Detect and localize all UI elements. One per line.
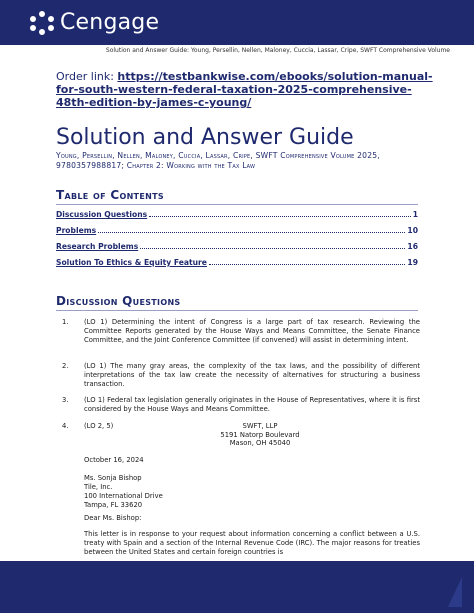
recipient-name: Ms. Sonja Bishop — [84, 474, 142, 482]
question-text: (LO 1) The many gray areas, the complexity of the tax laws, and the possibility of different interpretations of the tax law create the necessity of alternatives for structuring a business transaction. — [84, 362, 420, 388]
question-number: 4. — [62, 422, 69, 430]
toc-label: Solution To Ethics & Equity Feature — [56, 258, 207, 267]
footer-accent — [448, 577, 462, 607]
recipient-address — [84, 474, 163, 510]
toc-leader — [149, 216, 411, 217]
firm-name: SWFT, LLP — [242, 422, 278, 430]
question-2 — [62, 362, 420, 389]
toc-page: 10 — [407, 226, 418, 235]
question-text: (LO 1) Determining the intent of Congress is a large part of tax research. Reviewing the Committee Reports generated by the House Ways and Means Committee, the Senate Finance Committee, and the Joint Conference Committee (if convened) will assist in determining intent. — [84, 318, 420, 344]
toc-page: 1 — [412, 210, 418, 219]
order-line — [56, 70, 436, 109]
document-title: Solution and Answer Guide — [56, 125, 354, 150]
question-number: 3. — [62, 396, 69, 404]
discussion-divider — [56, 310, 418, 311]
order-link[interactable]: https://testbankwise.com/ebooks/solution-manual-for-south-western-federal-taxation-2025-comprehensive-48th-edition-by-james-c-young/ — [56, 70, 433, 109]
salutation: Dear Ms. Bishop: — [84, 514, 142, 522]
letter-date: October 16, 2024 — [84, 456, 144, 464]
toc-item-problems[interactable] — [56, 226, 418, 242]
brand-name: Cengage — [60, 10, 160, 35]
footer-bar — [0, 561, 474, 613]
toc-leader — [140, 248, 405, 249]
toc-leader — [98, 232, 405, 233]
toc-item-ethics[interactable] — [56, 258, 418, 274]
toc-leader — [209, 264, 405, 265]
question-1 — [62, 318, 420, 345]
toc-page: 19 — [407, 258, 418, 267]
cengage-logo — [30, 10, 159, 35]
toc-label: Problems — [56, 226, 97, 235]
toc-item-discussion[interactable] — [56, 210, 418, 226]
cengage-mark-icon — [30, 11, 54, 35]
toc-label: Research Problems — [56, 242, 139, 251]
running-header: Solution and Answer Guide: Young, Persellin, Nellen, Maloney, Cuccia, Lassar, Cripe, SWFT Comprehensive Volume — [105, 47, 450, 54]
letterhead — [180, 422, 340, 448]
question-text: (LO 2, 5) — [84, 422, 114, 430]
letter-body: This letter is in response to your request about information concerning a conflict between a U.S. treaty with Spain and a section of the Internal Revenue Code (IRC). The major reasons for treaties between the United States and certain foreign countries is — [84, 530, 420, 556]
recipient-street: 100 International Drive — [84, 492, 163, 500]
discussion-heading: Discussion Questions — [56, 294, 181, 308]
toc-label: Discussion Questions — [56, 210, 148, 219]
recipient-city: Tampa, FL 33620 — [84, 501, 143, 509]
toc-divider — [56, 204, 418, 205]
question-3 — [62, 396, 420, 414]
table-of-contents — [56, 210, 418, 274]
question-number: 2. — [62, 362, 69, 370]
question-number: 1. — [62, 318, 69, 326]
recipient-company: Tile, Inc. — [84, 483, 113, 491]
order-prefix: Order link: — [56, 70, 118, 83]
toc-page: 16 — [407, 242, 418, 251]
question-text: (LO 1) Federal tax legislation generally originates in the House of Representatives, where it is first considered by the House Ways and Means Committee. — [84, 396, 420, 413]
header-bar — [0, 0, 474, 45]
firm-city: Mason, OH 45040 — [229, 439, 291, 447]
document-subtitle: Young, Persellin, Nellen, Maloney, Cuccia, Lassar, Cripe, SWFT Comprehensive Volume 2025, 9780357988817; Chapter 2: Working with the Tax Law — [56, 151, 380, 170]
toc-item-research[interactable] — [56, 242, 418, 258]
firm-street: 5191 Natorp Boulevard — [220, 430, 300, 439]
toc-heading: Table of Contents — [56, 188, 164, 202]
